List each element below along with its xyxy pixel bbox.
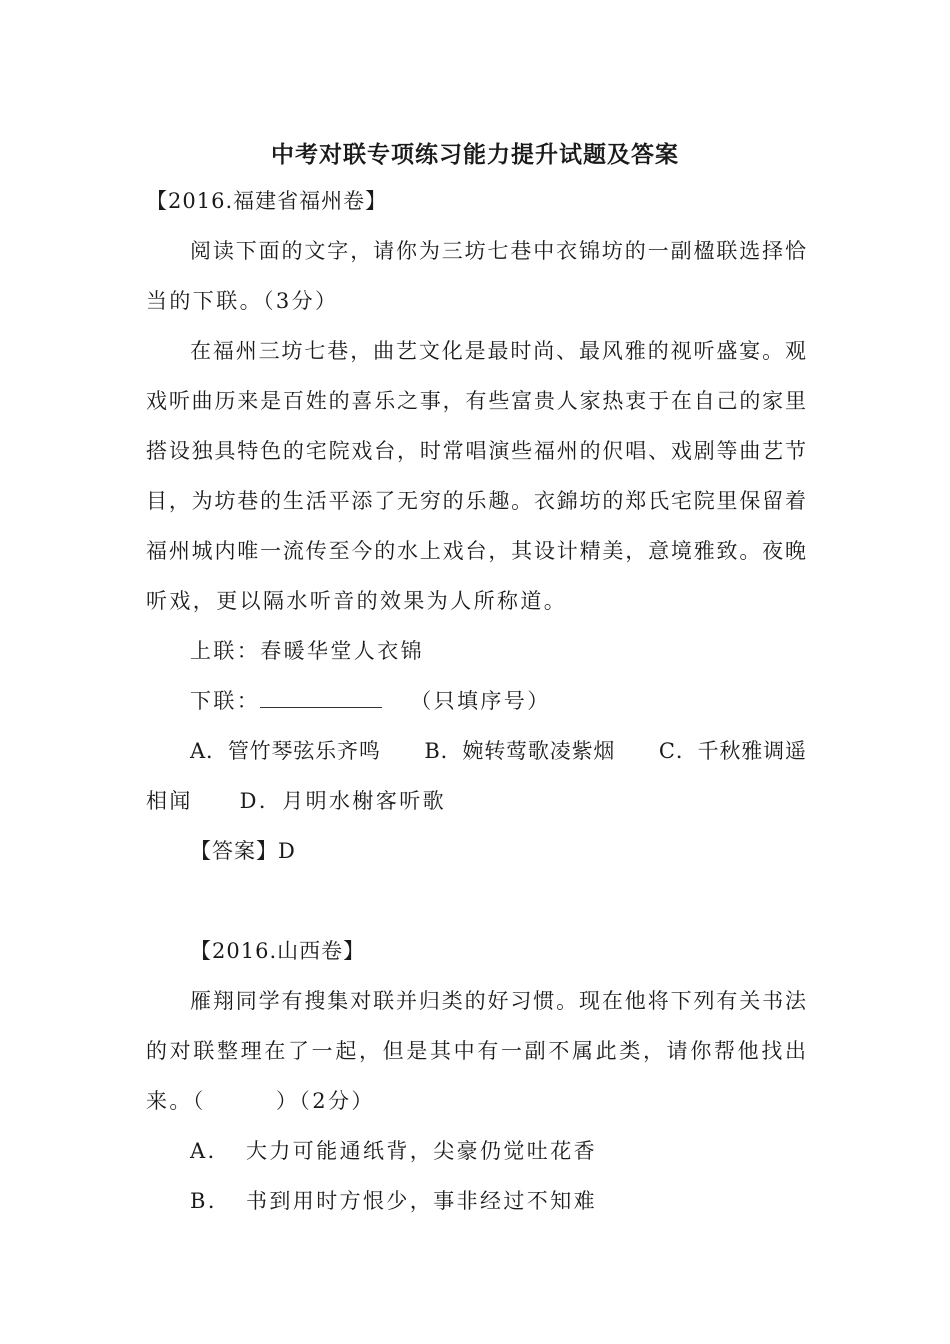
q2-option-a (190, 1136, 806, 1166)
q2-prompt-line-1: 雁翔同学有搜集对联并归类的好习惯。现在他将下列有关书法 (190, 989, 806, 1013)
q2-prompt-line-2: 的对联整理在了一起，但是其中有一副不属此类，请你帮他找出 (146, 1039, 806, 1063)
q1-lower-label: 下联： (190, 689, 261, 713)
q1-passage-line: 目，为坊巷的生活平添了无穷的乐趣。衣錦坊的郑氏宅院里保留着 (146, 489, 806, 513)
q2-prompt-line-3: 来。（ ）（2分） (146, 1089, 375, 1113)
option-text: 书到用时方恨少，事非经过不知难 (246, 1189, 597, 1213)
q1-answer: 【答案】D (190, 839, 296, 863)
q1-passage-line: 听戏，更以隔水听音的效果为人所称道。 (146, 589, 568, 613)
q1-passage-line: 戏听曲历来是百姓的喜乐之事，有些富贵人家热衷于在自己的家里 (146, 389, 806, 413)
option-label: B． (190, 1189, 232, 1213)
q1-lower-note: （只填序号） (410, 689, 551, 713)
q1-passage-line: 福州城内唯一流传至今的水上戏台，其设计精美，意境雅致。夜晚 (146, 539, 806, 563)
q1-prompt-line-2: 当的下联。（3分） (146, 289, 339, 313)
q1-options-line-1: A．管竹琴弦乐齐鸣 B．婉转莺歌凌紫烟 C．千秋雅调遥 (190, 739, 806, 763)
q1-lower-couplet (190, 686, 806, 716)
page-title: 中考对联专项练习能力提升试题及答案 (271, 142, 679, 168)
q1-passage-line: 搭设独具特色的宅院戏台，时常唱演些福州的伬唱、戏剧等曲艺节 (146, 439, 806, 463)
q2-option-b (190, 1186, 806, 1216)
option-text: 大力可能通纸背，尖豪仍觉吐花香 (246, 1139, 597, 1163)
answer-blank (260, 687, 382, 708)
q2-source: 【2016.山西卷】 (190, 939, 366, 963)
q1-prompt-line-1: 阅读下面的文字，请你为三坊七巷中衣锦坊的一副楹联选择恰 (190, 239, 806, 263)
q1-source: 【2016.福建省福州卷】 (146, 189, 388, 213)
q1-options-line-2: 相闻 D．月明水榭客听歌 (146, 789, 447, 813)
option-label: A． (190, 1139, 231, 1163)
q1-passage-line: 在福州三坊七巷，曲艺文化是最时尚、最风雅的视听盛宴。观 (190, 339, 806, 363)
q1-upper-couplet: 上联：春暖华堂人衣锦 (190, 639, 424, 663)
